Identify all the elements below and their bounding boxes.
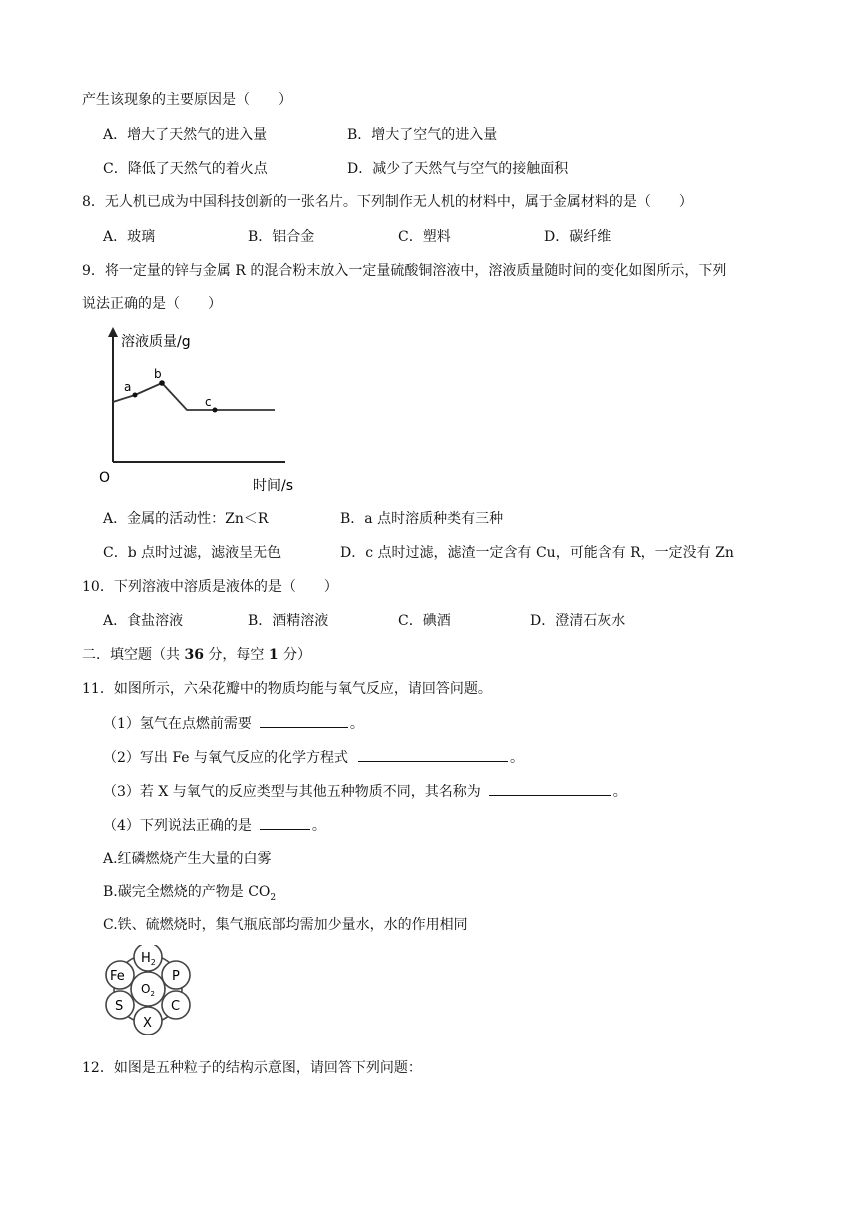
q7-option-d: D．减少了天然气与空气的接触面积 <box>347 161 569 177</box>
point-c-label: c <box>205 395 212 409</box>
section-heading <box>82 645 311 665</box>
section-total-score: 36 <box>184 647 204 663</box>
petal-x: X <box>143 1016 152 1031</box>
q11-part3-blank[interactable] <box>489 781 611 796</box>
mass-curve <box>113 383 275 410</box>
petal-h2: $H_2$ <box>141 951 156 967</box>
q7-option-c: C．降低了天然气的着火点 <box>103 161 268 177</box>
q11-stem: 11．如图所示，六朵花瓣中的物质均能与氧气反应，请回答问题。 <box>82 681 492 697</box>
q11-part1-text: （1）氢气在点燃前需要 <box>103 716 252 732</box>
petal-fe: Fe <box>110 969 125 984</box>
q10-option-a: A．食盐溶液 <box>103 613 184 629</box>
q8-option-c: C．塑料 <box>398 229 451 245</box>
x-axis-label: 时间/s <box>253 478 294 494</box>
q11-part1-end: 。 <box>349 716 364 732</box>
q9-option-b: B．a 点时溶质种类有三种 <box>340 511 504 527</box>
q11-choice-c: C.铁、硫燃烧时，集气瓶底部均需加少量水，水的作用相同 <box>103 917 468 933</box>
point-b <box>159 380 165 386</box>
q7-option-a: A．增大了天然气的进入量 <box>103 127 268 143</box>
q11-choice-b-subscript: 2 <box>270 892 277 903</box>
q11-part4 <box>103 815 326 836</box>
point-a-label: a <box>124 380 132 394</box>
q11-part3 <box>103 781 627 802</box>
petal-p: P <box>172 969 180 984</box>
q9-mass-time-graph <box>95 322 310 497</box>
section-heading-pre: 二．填空题（共 <box>82 647 185 663</box>
q11-part3-text: （3）若 X 与氧气的反应类型与其他五种物质不同，其名称为 <box>103 784 481 800</box>
q8-option-b: B．铝合金 <box>248 229 315 245</box>
q9-stem-line2: 说法正确的是（ ） <box>82 296 222 312</box>
q11-flower-diagram <box>98 945 198 1035</box>
q10-option-b: B．酒精溶液 <box>248 613 329 629</box>
petal-s: S <box>115 999 124 1014</box>
origin-label: O <box>99 470 111 486</box>
q9-option-a: A．金属的活动性：Zn＜R <box>103 511 269 527</box>
q11-part4-text: （4）下列说法正确的是 <box>103 818 252 834</box>
q7-option-b: B．增大了空气的进入量 <box>347 127 498 143</box>
q8-option-d: D．碳纤维 <box>544 229 612 245</box>
q9-stem-line1: 9．将一定量的锌与金属 R 的混合粉末放入一定量硫酸铜溶液中，溶液质量随时间的变化如图所示，下列 <box>82 263 727 279</box>
q11-part4-blank[interactable] <box>260 815 310 830</box>
q11-part2 <box>103 747 524 768</box>
q10-option-c: C．碘酒 <box>398 613 451 629</box>
petal-c: C <box>171 999 181 1014</box>
q9-option-d: D．c 点时过滤，滤渣一定含有 Cu，可能含有 R，一定没有 Zn <box>340 545 734 561</box>
q11-part2-end: 。 <box>510 750 525 766</box>
point-a <box>133 393 138 398</box>
q11-part1 <box>103 713 364 734</box>
y-axis-arrow-icon <box>108 327 118 337</box>
q8-stem: 8．无人机已成为中国科技创新的一张名片。下列制作无人机的材料中，属于金属材料的是（ ） <box>82 194 693 210</box>
section-each-score: 1 <box>268 647 279 663</box>
q11-choice-b <box>103 882 276 908</box>
q10-option-d: D．澄清石灰水 <box>530 613 626 629</box>
q7-stem: 产生该现象的主要原因是（ ） <box>82 92 292 108</box>
q11-part3-end: 。 <box>612 784 627 800</box>
q11-part4-end: 。 <box>311 818 326 834</box>
q11-part2-text: （2）写出 Fe 与氧气反应的化学方程式 <box>103 750 349 766</box>
q8-option-a: A．玻璃 <box>103 229 156 245</box>
point-c <box>213 408 218 413</box>
q11-choice-a: A.红磷燃烧产生大量的白雾 <box>103 851 272 867</box>
section-heading-post: 分） <box>278 647 312 663</box>
point-b-label: b <box>154 367 162 381</box>
center-o2: $O_2$ <box>141 982 155 998</box>
q11-part2-blank[interactable] <box>358 747 508 762</box>
q12-stem: 12．如图是五种粒子的结构示意图，请回答下列问题： <box>82 1060 422 1076</box>
q11-choice-b-text: B.碳完全燃烧的产物是 CO <box>103 884 271 900</box>
section-heading-mid: 分，每空 <box>203 647 269 663</box>
q9-option-c: C．b 点时过滤，滤液呈无色 <box>103 545 282 561</box>
q10-stem: 10．下列溶液中溶质是液体的是（ ） <box>82 579 338 595</box>
q11-part1-blank[interactable] <box>260 713 348 728</box>
y-axis-label: 溶液质量/g <box>121 334 191 350</box>
